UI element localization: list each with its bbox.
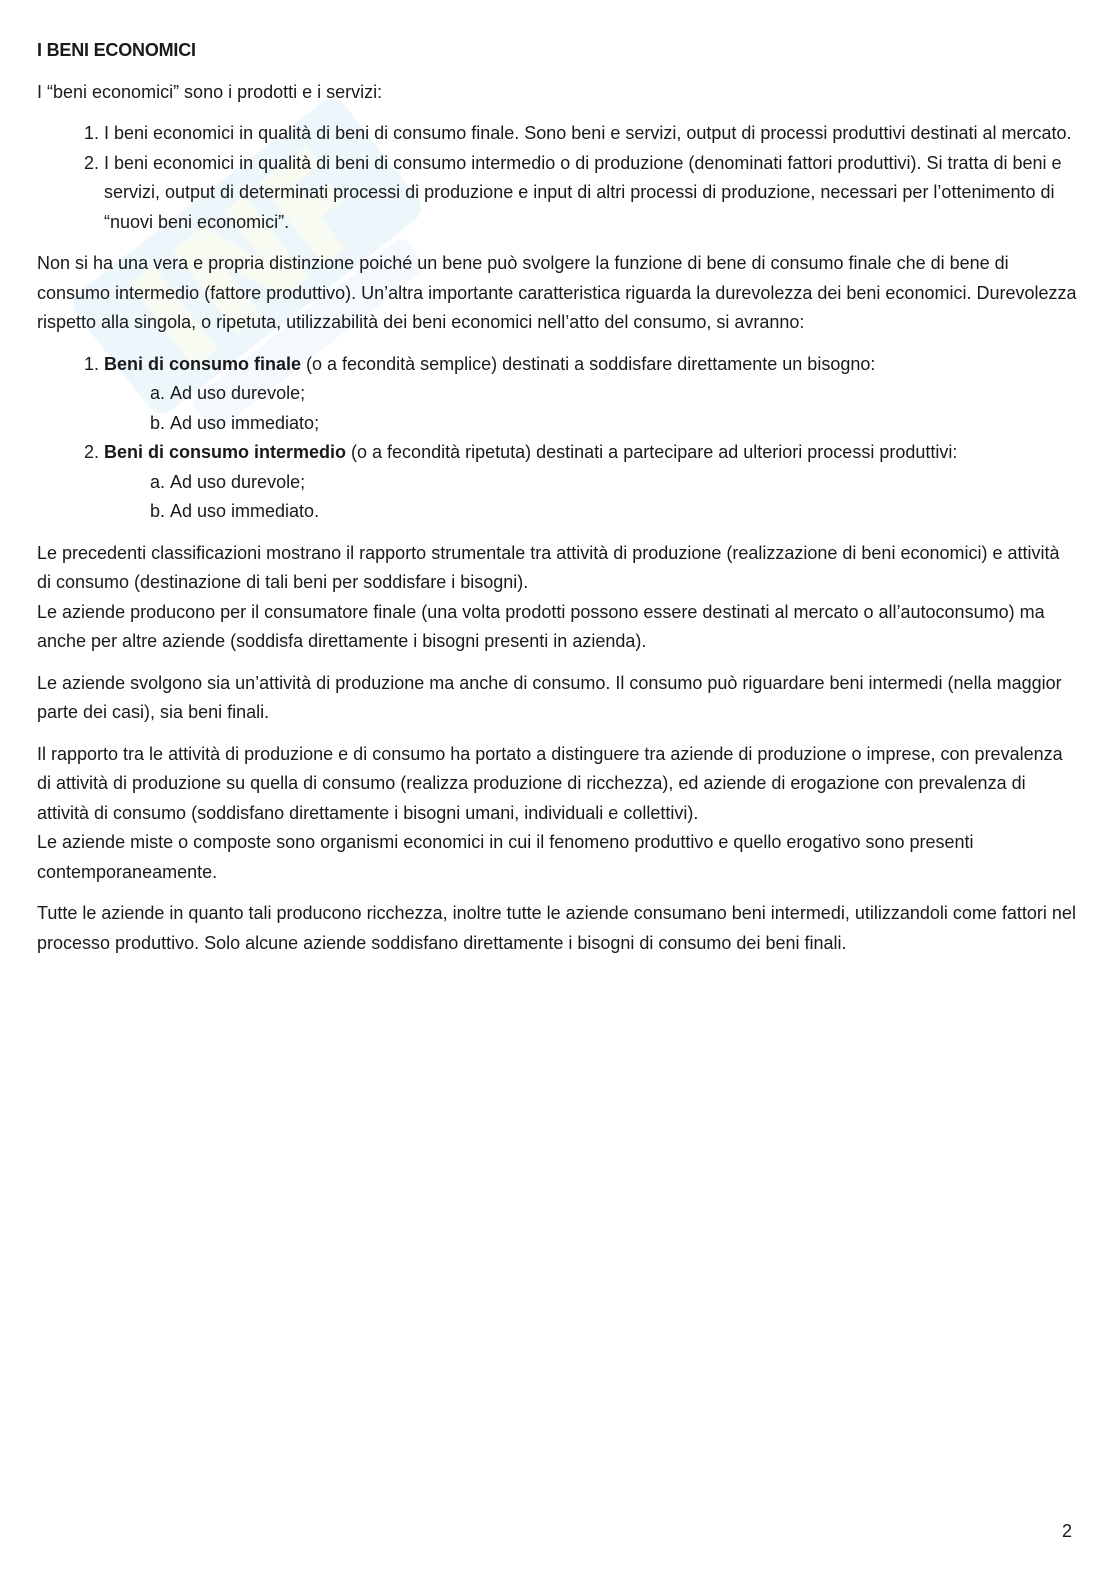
list-item-text: (o a fecondità ripetuta) destinati a partecipare ad ulteriori processi produttivi: (346, 442, 958, 462)
list-item (104, 350, 1077, 439)
list-item-bold: Beni di consumo intermedio (104, 442, 347, 462)
list-item-text: (o a fecondità semplice) destinati a soddisfare direttamente un bisogno: (301, 353, 876, 374)
paragraph-line: Le precedenti classificazioni mostrano il rapporto strumentale tra attività di produzione (realizzazione di beni economici) e attività di consumo (destinazione di tali beni per soddisfare i bisogni). (37, 542, 1060, 592)
production-consumption-paragraph (37, 539, 1077, 657)
paragraph-line: Il rapporto tra le attività di produzione e di consumo ha portato a distinguere tra aziende di produzione o imprese, con prevalenza di attività di produzione su quella di consumo (realizza produzione di ricchezza), ed aziende di erogazione con prevalenza di attività di consumo (soddisfano direttamente i bisogni umani, individuali e collettivi). (37, 743, 1063, 823)
consumption-goods-list (37, 350, 1077, 527)
sub-list (104, 379, 1077, 438)
list-item: 2. I beni economici in qualità di beni di consumo intermedio o di produzione (denominati fattori produttivi). Si tratta di beni e servizi, output di determinati processi di produzione e input di altri processi di produzione, necessari per l’ottenimento di “nuovi beni economici”. (104, 149, 1077, 238)
wealth-paragraph: Tutte le aziende in quanto tali producono ricchezza, inoltre tutte le aziende consumano beni intermedi, utilizzandoli come fattori nel processo produttivo. Solo alcune aziende soddisfano direttamente i bisogni di consumo dei beni finali. (37, 903, 1076, 953)
list-item (104, 438, 1077, 527)
intro-paragraph: I “beni economici” sono i prodotti e i servizi: (37, 81, 383, 102)
sub-list-item: a. Ad uso durevole; (170, 468, 1077, 498)
paragraph-line: Le aziende miste o composte sono organismi economici in cui il fenomeno produttivo e quello erogativo sono presenti contemporaneamente. (37, 832, 974, 882)
document-page (37, 36, 1077, 970)
durability-paragraph: Non si ha una vera e propria distinzione poiché un bene può svolgere la funzione di bene di consumo finale che di bene di consumo intermedio (fattore produttivo). Un’altra importante caratteristica riguarda la durevolezza dei beni economici. Durevolezza rispetto alla singola, o ripetuta, utilizzabilità dei beni economici nell’atto del consumo, si avranno: (37, 253, 1077, 332)
list-item: 1. I beni economici in qualità di beni di consumo finale. Sono beni e servizi, output di processi produttivi destinati al mercato. (104, 119, 1077, 149)
company-types-paragraph (37, 740, 1077, 888)
paragraph-line: Le aziende producono per il consumatore finale (una volta prodotti possono essere destinati al mercato o all’autoconsumo) ma anche per altre aziende (soddisfa direttamente i bisogni presenti in azienda). (37, 601, 1045, 651)
sub-list-item: b. Ad uso immediato. (170, 497, 1077, 527)
page-number: 2 (1061, 1521, 1072, 1541)
activities-paragraph: Le aziende svolgono sia un’attività di produzione ma anche di consumo. Il consumo può riguardare beni intermedi (nella maggior parte dei casi), sia beni finali. (37, 672, 1062, 722)
sub-list-item: b. Ad uso immediato; (170, 409, 1077, 439)
sub-list (104, 468, 1077, 527)
list-item-bold: Beni di consumo finale (104, 353, 302, 374)
sub-list-item: a. Ad uso durevole; (170, 379, 1077, 409)
economic-goods-list (37, 119, 1077, 237)
page-title: I BENI ECONOMICI (37, 40, 196, 60)
